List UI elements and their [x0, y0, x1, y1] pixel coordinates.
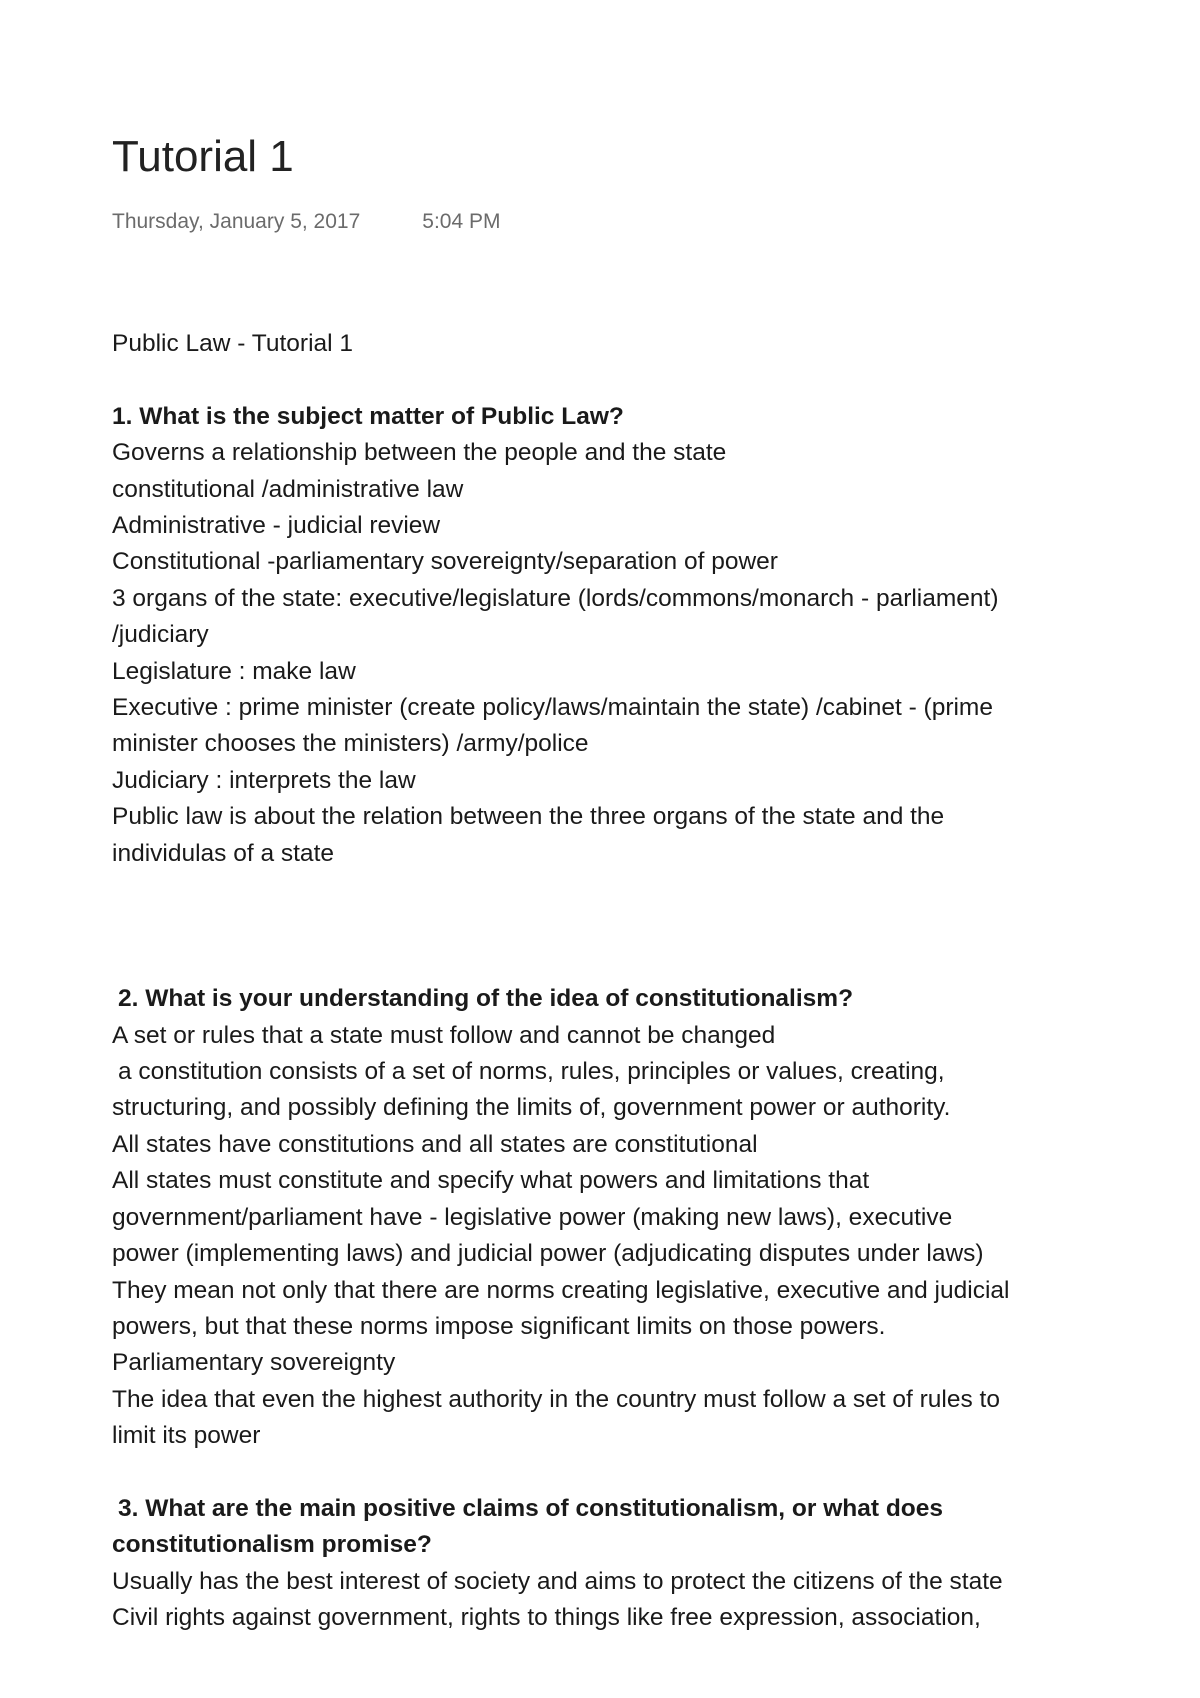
q1-line: Legislature : make law [112, 657, 356, 685]
q1-line: /judiciary [112, 621, 209, 649]
q1-line: 3 organs of the state: executive/legislature (lords/commons/monarch - parliament) [112, 584, 999, 612]
q3-line: Civil rights against government, rights to things like free expression, association, [112, 1604, 981, 1632]
q1-line: Governs a relationship between the people and the state [112, 439, 727, 467]
q2-line: government/parliament have - legislative power (making new laws), executive [112, 1203, 953, 1231]
question-2: 2. What is your understanding of the idea of constitutionalism? [118, 985, 854, 1013]
note-time: 5:04 PM [422, 210, 501, 233]
q2-line: powers, but that these norms impose significant limits on those powers. [112, 1312, 886, 1340]
q2-line: structuring, and possibly defining the limits of, government power or authority. [112, 1094, 951, 1122]
q2-line: power (implementing laws) and judicial power (adjudicating disputes under laws) [112, 1240, 984, 1268]
question-1: 1. What is the subject matter of Public Law? [112, 402, 624, 430]
q1-line: Constitutional -parliamentary sovereignty/separation of power [112, 548, 778, 576]
question-3-line-2: constitutionalism promise? [112, 1531, 432, 1559]
q1-line: Judiciary : interprets the law [112, 766, 416, 794]
q1-line: Administrative - judicial review [112, 512, 441, 540]
q2-line: Parliamentary sovereignty [112, 1349, 396, 1377]
q3-line: Usually has the best interest of society and aims to protect the citizens of the state [112, 1567, 1003, 1595]
q1-line: minister chooses the ministers) /army/police [112, 730, 589, 758]
q2-line: They mean not only that there are norms creating legislative, executive and judicial [112, 1276, 1010, 1304]
note-title: Tutorial 1 [112, 132, 294, 181]
note-date: Thursday, January 5, 2017 [112, 210, 361, 233]
q2-line: a constitution consists of a set of norms, rules, principles or values, creating, [118, 1058, 945, 1086]
question-3-line-1: 3. What are the main positive claims of constitutionalism, or what does [118, 1494, 943, 1522]
q2-line: A set or rules that a state must follow and cannot be changed [112, 1021, 776, 1049]
q1-line: Public law is about the relation between the three organs of the state and the [112, 803, 945, 831]
q2-line: limit its power [112, 1422, 261, 1450]
q1-line: Executive : prime minister (create policy/laws/maintain the state) /cabinet - (prime [112, 694, 993, 722]
q2-line: The idea that even the highest authority in the country must follow a set of rules to [112, 1385, 1000, 1413]
q1-line: individulas of a state [112, 839, 334, 867]
content-heading: Public Law - Tutorial 1 [112, 330, 354, 357]
q2-line: All states must constitute and specify what powers and limitations that [112, 1167, 870, 1195]
note-body [112, 326, 1132, 1637]
note-meta [112, 210, 500, 234]
q1-line: constitutional /administrative law [112, 475, 464, 503]
q2-line: All states have constitutions and all states are constitutional [112, 1130, 758, 1158]
